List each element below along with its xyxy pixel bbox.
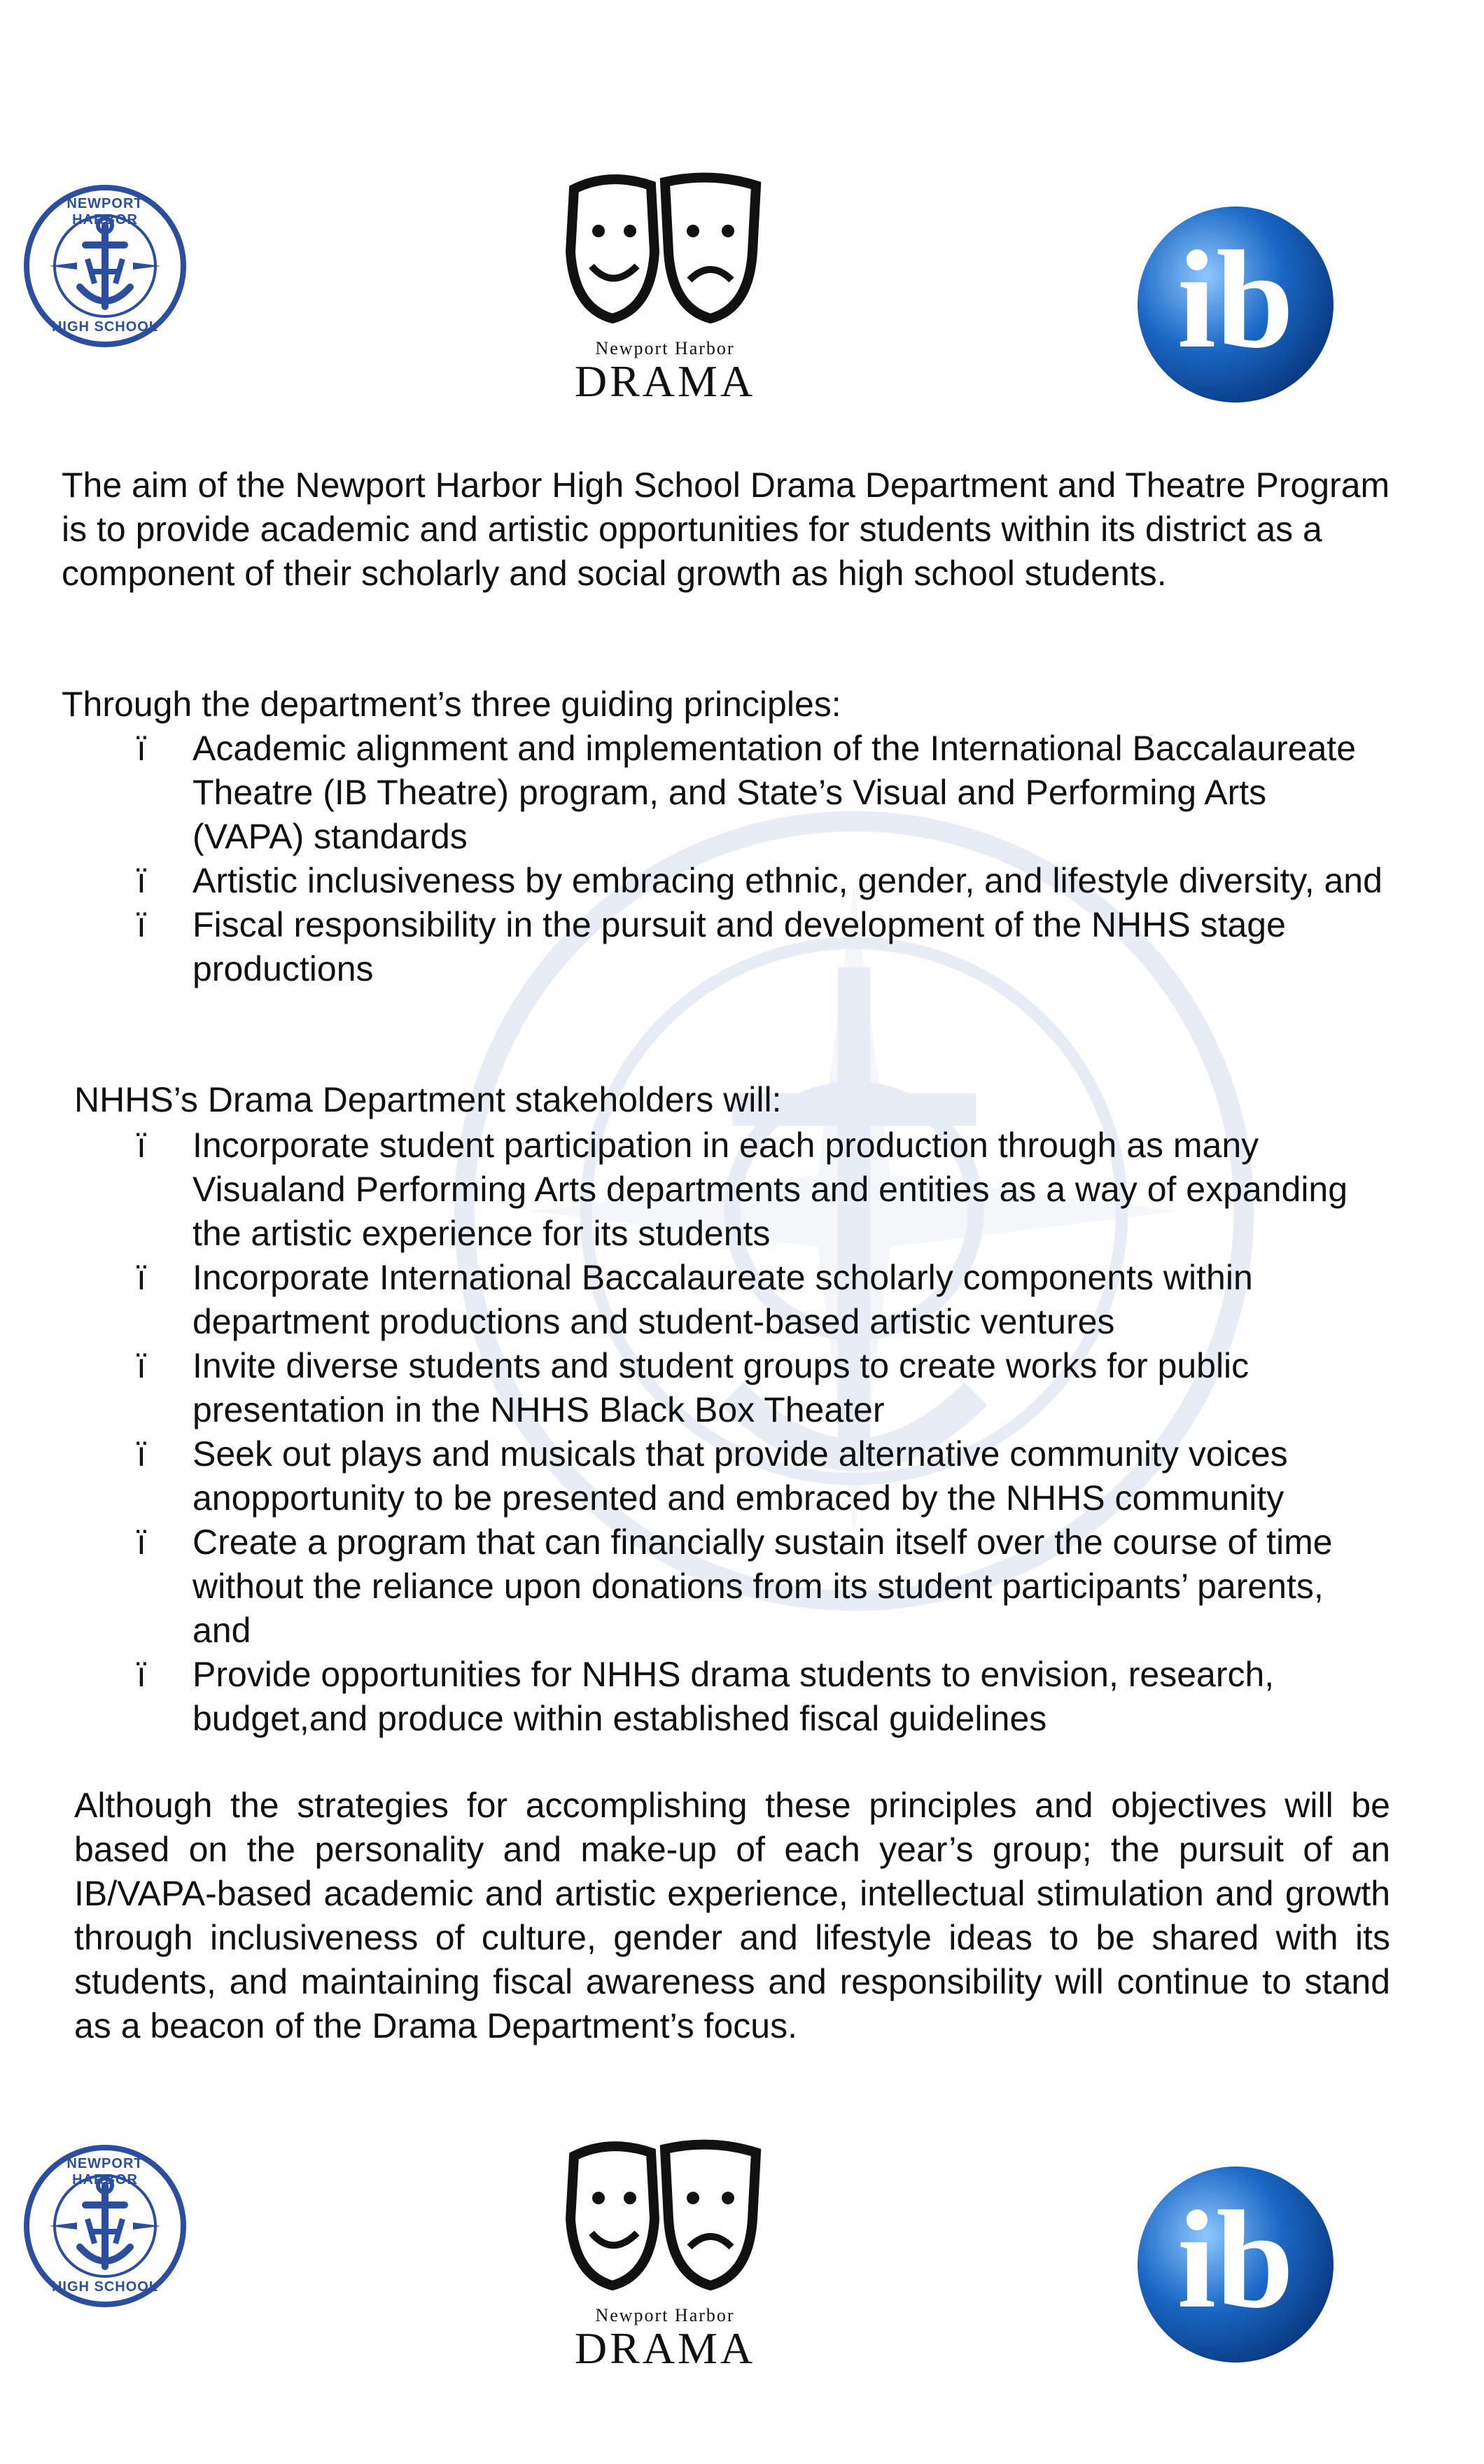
header-drama-masks <box>560 168 770 336</box>
bullet-marker: ï <box>136 1434 146 1474</box>
drama-caption-big: DRAMA <box>574 2323 756 2373</box>
bullet-marker: ï <box>136 905 146 944</box>
footer-drama-caption <box>518 2306 812 2372</box>
ib-logo-icon <box>1134 203 1337 406</box>
ib-logo-text: ib <box>1177 2183 1294 2337</box>
drama-caption-big: DRAMA <box>574 356 756 406</box>
bullet-marker: ï <box>136 1522 146 1562</box>
theater-masks-icon <box>560 168 770 336</box>
footer-drama-masks <box>560 2135 770 2303</box>
drama-caption-small: Newport Harbor <box>595 338 735 358</box>
ib-logo-text: ib <box>1177 223 1294 377</box>
list-item <box>0 1520 1382 1653</box>
list-item <box>0 1344 1382 1432</box>
list-item <box>0 903 1382 991</box>
list-item-text: Incorporate International Baccalaureate scholarly components within department productions and student-based artistic ventures <box>192 1258 1253 1341</box>
drama-caption-small: Newport Harbor <box>595 2305 735 2325</box>
list-item <box>0 859 1382 903</box>
bullet-marker: ï <box>136 1346 146 1385</box>
header-ib-logo <box>1134 203 1337 406</box>
aim-paragraph: The aim of the Newport Harbor High School Drama Department and Theatre Program is to provide academic and artistic opportunities for students within its district as a component of their scholarly and social growth as high school students. <box>62 465 1390 593</box>
list-item-text: Invite diverse students and student groups to create works for public presentation in the NHHS Black Box Theater <box>192 1346 1250 1429</box>
footer-school-seal <box>21 2142 189 2310</box>
list-item <box>0 1256 1382 1344</box>
list-item <box>0 727 1382 859</box>
seal-top-text: NEWPORT HARBOR <box>66 2156 144 2188</box>
bullet-marker: ï <box>136 1655 146 1694</box>
principles-intro: Through the department’s three guiding principles: <box>62 685 841 724</box>
closing-paragraph: Although the strategies for accomplishing these principles and objectives will be based on the personality and make-up of each year’s group; the pursuit of an IB/VAPA-based academic and artistic experience, intellectual stimulation and growth through inclusiveness of culture, gender and lifestyle ideas to be shared with its students, and maintaining fiscal awareness and responsibility will continue to stand as a beacon of the Drama Department’s focus. <box>74 1786 1390 2045</box>
list-item-text: Create a program that can financially sustain itself over the course of time without the reliance upon donations from its student participants’ parents, and <box>192 1522 1333 1650</box>
stakeholders-intro: NHHS’s Drama Department stakeholders will: <box>74 1080 782 1119</box>
list-item-text: Seek out plays and musicals that provide alternative community voices anopportunity to be presented and embraced by the NHHS community <box>192 1434 1288 1518</box>
list-item-text: Incorporate student participation in each production through as many Visualand Performing Arts departments and entities as a way of expanding the artistic experience for its students <box>192 1126 1348 1253</box>
list-item-text: Provide opportunities for NHHS drama students to envision, research, budget,and produce within established fiscal guidelines <box>192 1655 1275 1738</box>
seal-bottom-text: HIGH SCHOOL <box>51 319 159 335</box>
list-item-text: Academic alignment and implementation of the International Baccalaureate Theatre (IB Theatre) program, and State’s Visual and Performing Arts (VAPA) standards <box>192 729 1357 856</box>
ib-logo-icon <box>1134 2163 1337 2366</box>
stakeholders-list <box>0 1124 1484 1741</box>
list-item-text: Fiscal responsibility in the pursuit and development of the NHHS stage productions <box>192 905 1286 988</box>
bullet-marker: ï <box>136 1126 146 1165</box>
bullet-marker: ï <box>136 861 146 900</box>
footer-ib-logo <box>1134 2163 1337 2366</box>
header-school-seal <box>21 182 189 350</box>
list-item <box>0 1124 1382 1256</box>
bullet-marker: ï <box>136 1258 146 1297</box>
list-item <box>0 1653 1382 1741</box>
theater-masks-icon <box>560 2135 770 2303</box>
list-item <box>0 1432 1382 1520</box>
list-item-text: Artistic inclusiveness by embracing ethnic, gender, and lifestyle diversity, and <box>192 861 1382 900</box>
principles-list <box>0 727 1484 991</box>
seal-top-text: NEWPORT HARBOR <box>66 196 144 227</box>
header-drama-caption <box>518 339 812 405</box>
seal-bottom-text: HIGH SCHOOL <box>51 2279 159 2295</box>
bullet-marker: ï <box>136 729 146 768</box>
